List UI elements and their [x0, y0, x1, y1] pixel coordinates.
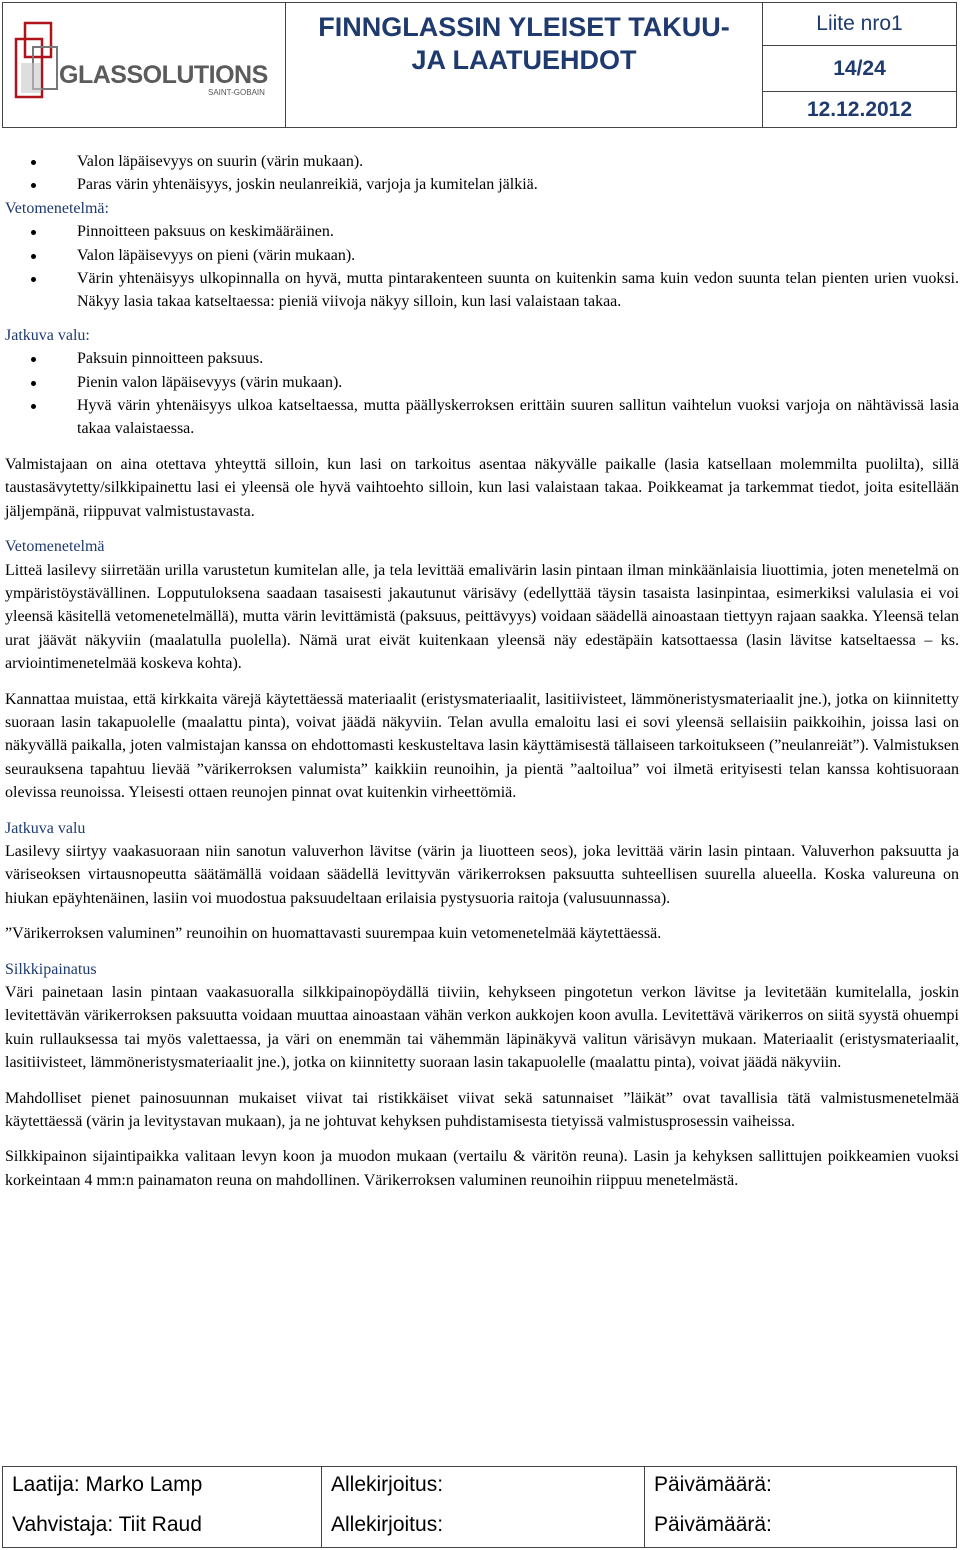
- bullet-list-top: [5, 150, 959, 197]
- section-heading-vetomenetelma-list: Vetomenetelmä:: [5, 199, 109, 217]
- document-header: [2, 2, 957, 128]
- list-item: Pienin valon läpäisevyys (värin mukaan).: [77, 371, 959, 394]
- approver-name: Vahvistaja: Tiit Raud: [12, 1513, 202, 1536]
- document-title: [286, 3, 763, 127]
- paragraph-jatkuva-valu: Lasilevy siirtyy vaakasuoraan niin sanotun valuverhon lävitse (värin ja liuotteen seos), joka levittää värin lasin pintaan. Valuverhon paksuutta ja väriseoksen virtausnopeutta säätämällä voidaan säädellä levittyvän värikerroksen paksuutta suhteellisen suurella alueella. Koska valureuna on hiukan epäyhtenäinen, lasiin voi muodostua paksuudeltaan erilaisia pystysuoria raitoja (valusuunnassa).: [5, 842, 959, 907]
- signature-field-1: Allekirjoitus:: [331, 1473, 444, 1496]
- section-heading-jatkuva-valu: Jatkuva valu: [5, 819, 86, 837]
- list-item: Pinnoitteen paksuus on keskimääräinen.: [77, 220, 959, 243]
- list-item: Paras värin yhtenäisyys, joskin neulanreikiä, varjoja ja kumitelan jälkiä.: [77, 173, 959, 196]
- list-item: Hyvä värin yhtenäisyys ulkoa katseltaessa, mutta päällyskerroksen erittäin suuren sallitun vaihtelun vuoksi varjoja on nähtävissä lasia takaa valaistaessa.: [77, 394, 959, 441]
- header-meta: [763, 3, 956, 127]
- logo-cell: [3, 3, 286, 127]
- bullet-list-jatkuva-valu: [5, 347, 959, 441]
- document-date: 12.12.2012: [806, 97, 913, 121]
- title-line-1: FINNGLASSIN YLEISET TAKUU-: [318, 12, 730, 42]
- paragraph-silkkipainatus: Väri painetaan lasin pintaan vaakasuoralla silkkipainopöydällä tiiviin, kehykseen pingotetun verkon lävitse ja levitetään kumitelalla, joskin levitettävän värikerroksen paksuutta voidaan muuttaa ainoastaan vähän verkon aukkojen koon avulla. Levitettävä värikerros on siitä syystä ohuempi kuin rullauksessa tai myös valettaessa, ja väri on enemmän tai vähemmän läpinäkyvä valitun värisävyn mukaan. Materiaalit (eristysmateriaalit, lasitiivisteet, lämmöneristysmateriaalit jne.), jotka on kiinnitetty suoraan lasin takapuolelle (maalattu pinta), voivat jäädä näkyviin.: [5, 984, 959, 1072]
- attachment-label: Liite nro1: [763, 3, 956, 46]
- paragraph-valmistaja: Valmistajaan on aina otettava yhteyttä silloin, kun lasi on tarkoitus asentaa näkyvälle paikalle (lasia katsellaan molemmilta puolilta), sillä taustasävytetty/silkkipainettu lasi ei yleensä ole hyvä vaihtoehto silloin, kun lasi valaistaan takaa. Poikkeamat ja tarkemmat tiedot, joita esitellään jäljempänä, riippuvat valmistustavasta.: [5, 455, 959, 520]
- page-number: 14/24: [763, 46, 956, 92]
- section-heading-vetomenetelma: Vetomenetelmä: [5, 538, 105, 556]
- logo-wordmark: GLASSOLUTIONS: [59, 61, 268, 89]
- signature-field-2: Allekirjoitus:: [331, 1513, 444, 1536]
- section-heading-silkkipainatus: Silkkipainatus: [5, 960, 97, 978]
- bullet-list-vetomenetelma: [5, 220, 959, 314]
- paragraph-mahdolliset: Mahdolliset pienet painosuunnan mukaiset viivat tai ristikkäiset viivat sekä satunnaiset ”läikät” ovat tavallisia tätä valmistusmenetelmää käytettäessä (värin ja levitystavan mukaan), ja ne johtuvat kehyksen puhdistamisesta tietyissä valmistusprosessin vaiheissa.: [5, 1089, 959, 1131]
- document-body: [5, 150, 959, 1192]
- section-heading-jatkuva-valu-list: Jatkuva valu:: [5, 326, 90, 344]
- paragraph-kannattaa: Kannattaa muistaa, että kirkkaita värejä käytettäessä materiaalit (eristysmateriaalit, lasitiivisteet, lämmöneristysmateriaalit jne.), jotka on kiinnitetty suoraan lasin takapuolelle (maalattu pinta), voivat jäädä näkyviin. Telan avulla emaloitu lasi ei sovi yleensä sellaisiin paikkoihin, joissa lasi on näkyvällä paikalla, joten valmistajan kanssa on ehdottomasti keskusteltava lasin käyttämisestä tällaiseen tarkoitukseen (”neulanreiät”). Valmistuksen seurauksena tapahtuu lievää ”värikerroksen valumista” kaikkiin reunoihin, ja pientä ”aaltoilua” voi ilmetä erityisesti telan kanssa kohtisuoraan olevissa reunoissa. Yleisesti ottaen reunojen pinnat ovat kuitenkin virheettömiä.: [5, 690, 959, 802]
- paragraph-sijainti: Silkkipainon sijaintipaikka valitaan levyn koon ja muodon mukaan (vertailu & väritön reuna). Lasin ja kehyksen sallittujen poikkeamien vuoksi korkeintaan 4 mm:n painamaton reuna on mahdollinen. Värikerroksen valuminen reunoihin riippuu menetelmästä.: [5, 1148, 959, 1189]
- date-field-1: Päivämäärä:: [654, 1473, 772, 1496]
- quote-line: ”Värikerroksen valuminen” reunoihin on huomattavasti suurempaa kuin vetomenetelmää käytettäessä.: [5, 925, 662, 943]
- signature-column: [321, 1467, 644, 1547]
- author-name: Laatija: Marko Lamp: [12, 1473, 203, 1496]
- title-line-2: JA LAATUEHDOT: [411, 45, 637, 75]
- paragraph-vetomenetelma: Litteä lasilevy siirretään urilla varustetun kumitelan alle, ja tela levittää emalivärin lasin pintaan ilman minkäänlaisia liuottimia, joten menetelmä on ympäristöystävällinen. Lopputuloksena saadaan tasaisesti jakautunut värisävy (edellyttää täysin tasaista lasinpintaa, esimerkiksi valulasia ei voi yleensä käsitellä vetomenetelmällä), mutta värin levittämistä (paksuus, peittävyys) voidaan säädellä ainoastaan tiettyyn rajaan saakka. Yleensä telan urat jäävät näkyviin (maalatulla puolella). Nämä urat eivät kuitenkaan yleensä näy edestäpäin katsottaessa (lasin lävitse katseltaessa – ks. arviointimenetelmää koskeva kohta).: [5, 561, 959, 673]
- author-column: [3, 1467, 321, 1547]
- date-field-2: Päivämäärä:: [654, 1513, 772, 1536]
- date-column: [644, 1467, 956, 1547]
- list-item: Valon läpäisevyys on suurin (värin mukaan).: [77, 150, 959, 173]
- list-item: Valon läpäisevyys on pieni (värin mukaan).: [77, 244, 959, 267]
- list-item: Paksuin pinnoitteen paksuus.: [77, 347, 959, 370]
- list-item: Värin yhtenäisyys ulkopinnalla on hyvä, mutta pintarakenteen suunta on kuitenkin sama kuin vedon suunta telan pienten urien vuoksi. Näkyy lasia takaa katseltaessa: pieniä viivoja näkyy silloin, kun lasi valaistaan takaa.: [77, 267, 959, 314]
- logo-subtext: SAINT-GOBAIN: [208, 88, 265, 97]
- signature-table: [2, 1466, 957, 1548]
